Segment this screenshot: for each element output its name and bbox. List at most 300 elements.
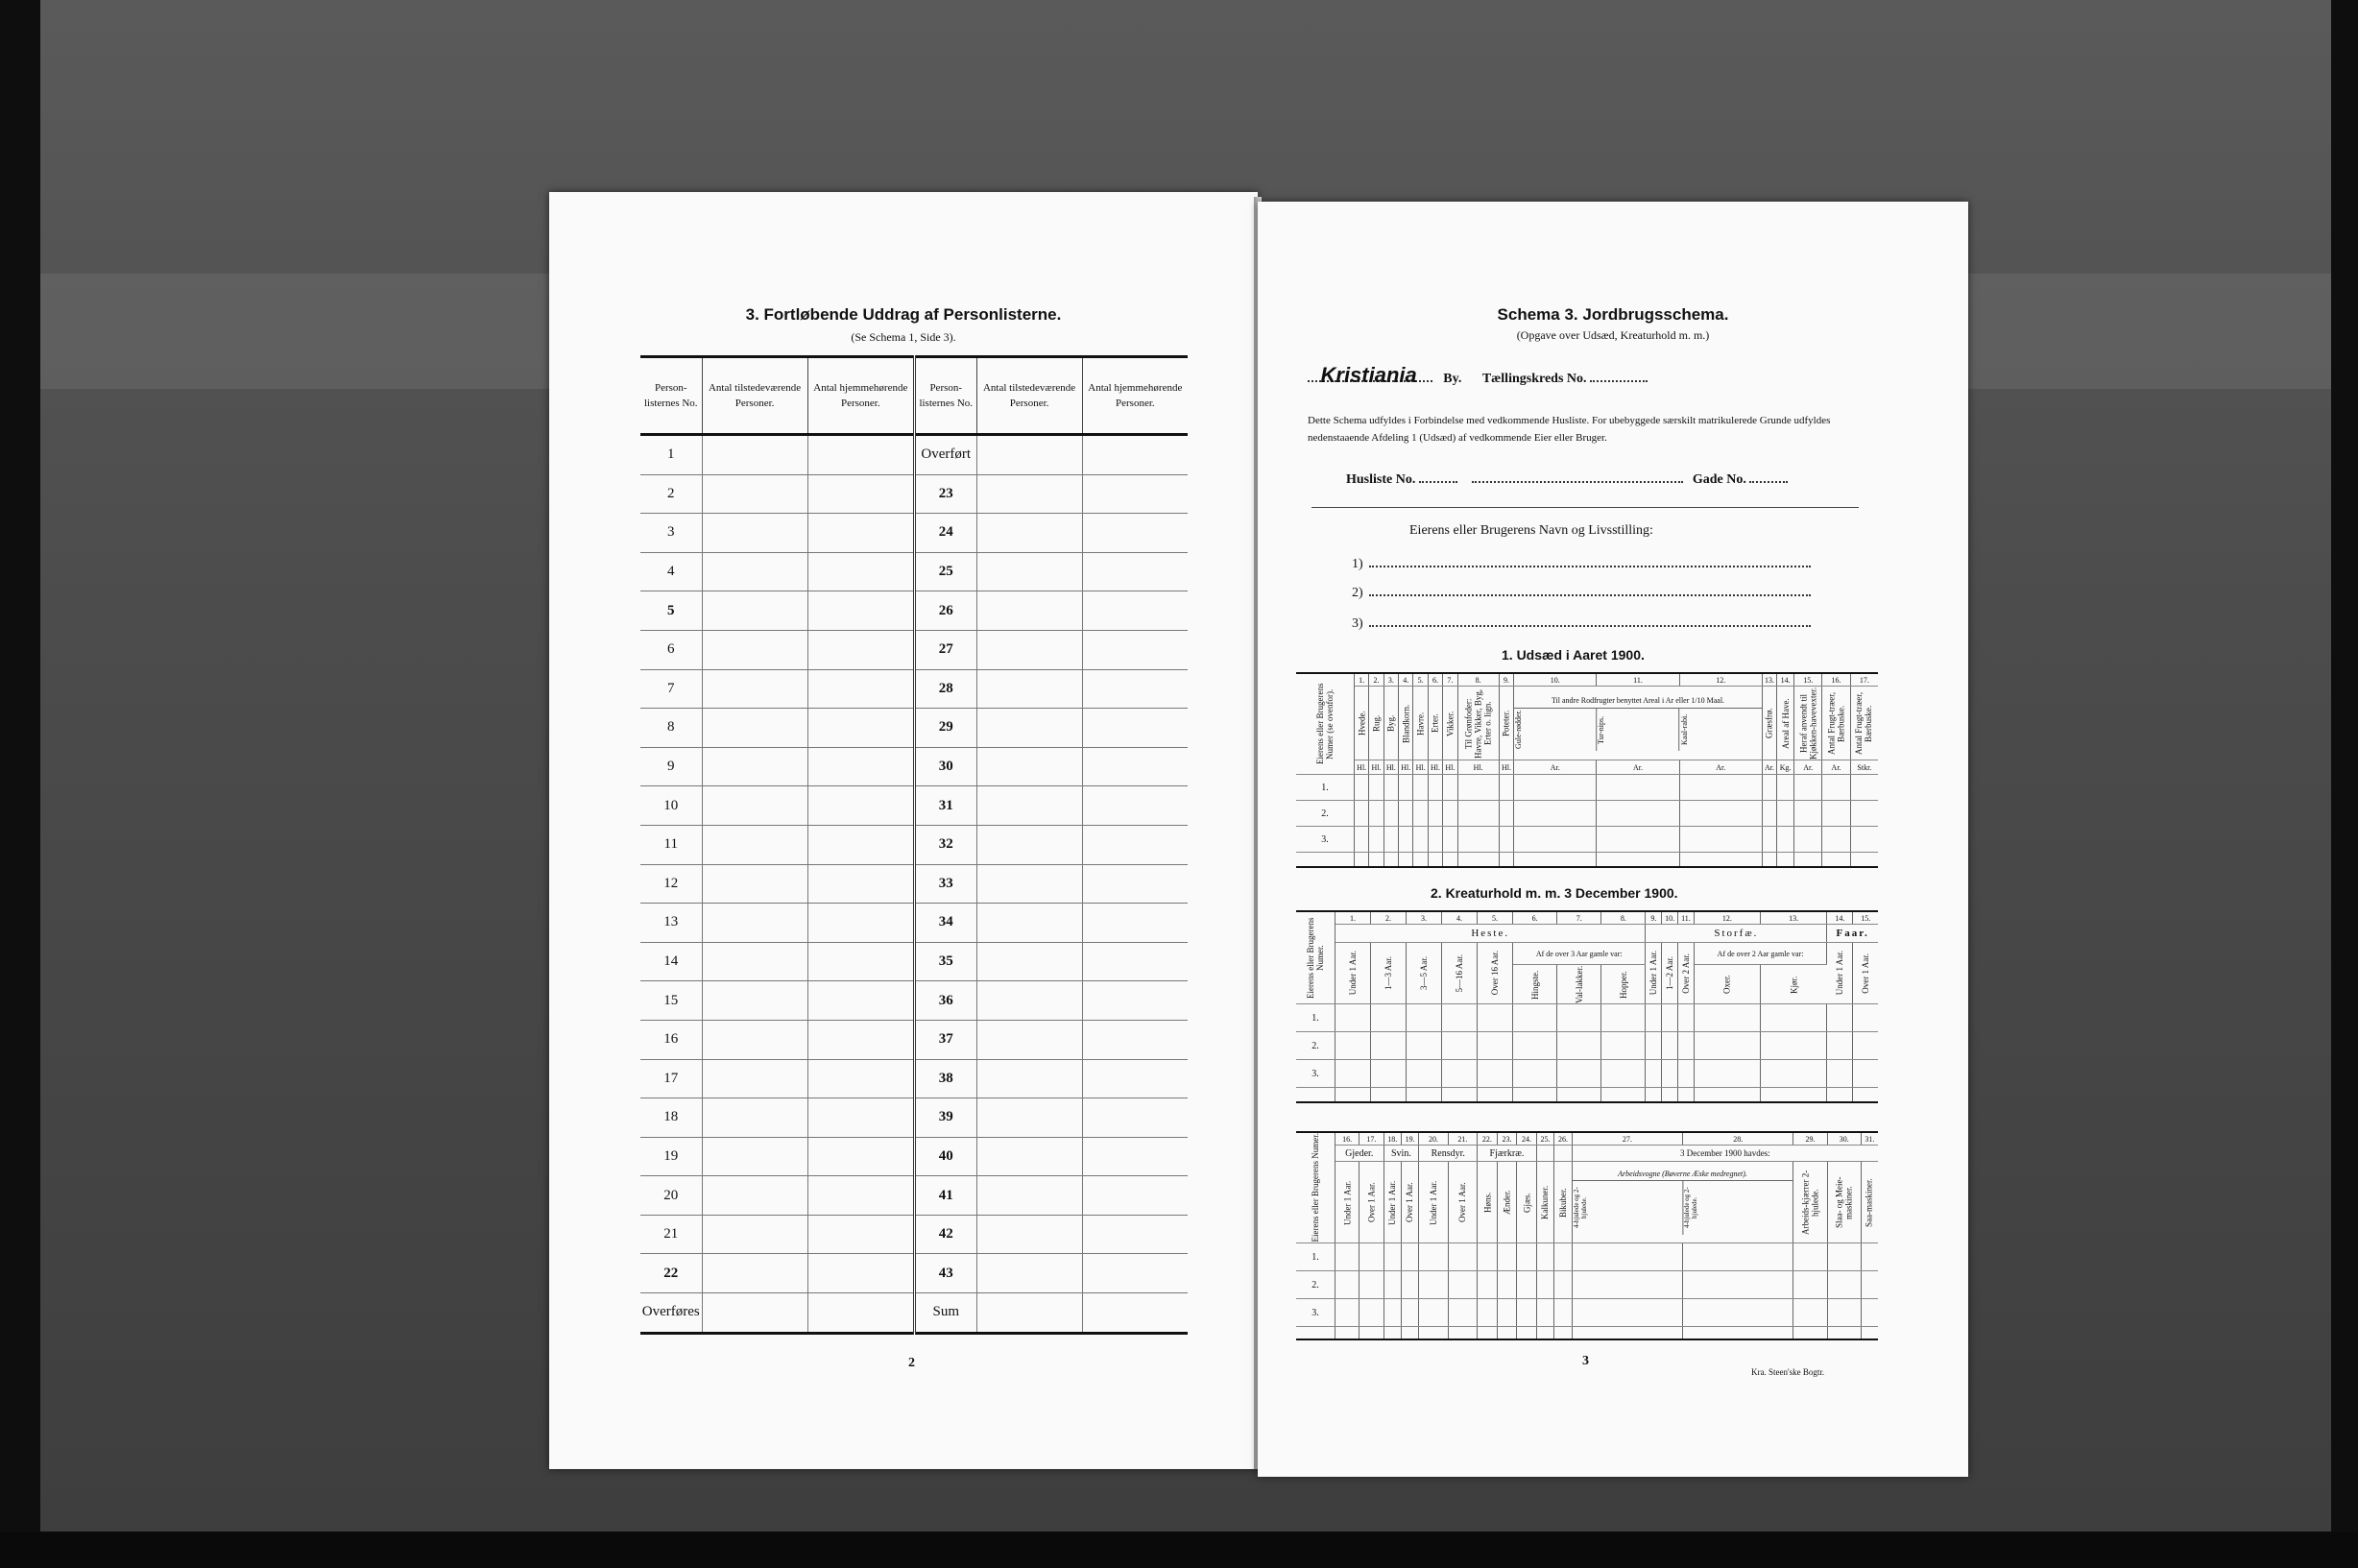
column-number: 18. xyxy=(1384,1132,1401,1146)
table-row xyxy=(640,1293,1188,1334)
column-number: 4. xyxy=(1399,673,1413,687)
subgroup-spacer xyxy=(1678,943,1695,1004)
person-no-right: 42 xyxy=(914,1215,976,1254)
kreds-label: Tællingskreds No. xyxy=(1481,372,1587,386)
person-no-right: 31 xyxy=(914,786,976,826)
resident-cell xyxy=(807,1020,914,1059)
column-label: Poteter. xyxy=(1499,687,1513,760)
present-cell xyxy=(976,1098,1082,1138)
entry-cell xyxy=(1597,775,1679,801)
column-number: 2. xyxy=(1369,673,1384,687)
entry-cell xyxy=(1827,1060,1853,1088)
present-cell xyxy=(702,474,807,514)
entry-cell xyxy=(1777,775,1794,801)
entry-cell xyxy=(1827,1299,1861,1327)
column-label: Over 1 Aar. xyxy=(1401,1162,1418,1243)
resident-cell xyxy=(1082,1059,1188,1098)
spacer-cell xyxy=(1678,1088,1695,1103)
entry-cell xyxy=(1355,827,1369,853)
entry-cell xyxy=(1678,1032,1695,1060)
entry-cell xyxy=(1448,1299,1477,1327)
entry-cell xyxy=(1850,801,1878,827)
entry-cell xyxy=(1662,1032,1678,1060)
entry-cell xyxy=(1448,1243,1477,1271)
resident-cell xyxy=(1082,669,1188,709)
spacer-cell xyxy=(1793,1327,1827,1340)
column-label: Over 1 Aar. xyxy=(1448,1162,1477,1243)
unit-cell: Hl. xyxy=(1384,760,1398,775)
present-cell xyxy=(702,1098,807,1138)
livestock-table xyxy=(1296,910,1878,1103)
header-resident-2: Antal hjemmehørende Personer. xyxy=(1082,357,1188,435)
person-no-left: 16 xyxy=(640,1020,702,1059)
entry-cell xyxy=(1761,1032,1827,1060)
spacer-cell xyxy=(1761,1088,1827,1103)
entry-cell xyxy=(1761,1060,1827,1088)
resident-cell xyxy=(1082,1215,1188,1254)
entry-cell xyxy=(1359,1299,1384,1327)
spacer-cell xyxy=(1296,1327,1335,1340)
table-row xyxy=(640,1059,1188,1098)
spacer-cell xyxy=(1827,1327,1861,1340)
table-row xyxy=(640,514,1188,553)
entry-cell xyxy=(1428,801,1442,827)
person-no-left: 8 xyxy=(640,709,702,748)
right-page-subtitle: (Opgave over Udsæd, Kreaturhold m. m.) xyxy=(1516,328,1710,342)
person-no-left: 15 xyxy=(640,981,702,1021)
entry-cell xyxy=(1407,1032,1442,1060)
column-number: 14. xyxy=(1827,911,1853,925)
left-page-title: 3. Fortløbende Uddrag af Personlisterne. xyxy=(745,305,1062,324)
column-label: 1—2 Aar. xyxy=(1665,956,1675,990)
column-number: 1. xyxy=(1335,911,1371,925)
entry-cell xyxy=(1384,1243,1401,1271)
column-number: 9. xyxy=(1646,911,1662,925)
column-number: 23. xyxy=(1497,1132,1517,1146)
resident-cell xyxy=(807,1176,914,1216)
column-label: Areal af Have. xyxy=(1777,687,1794,760)
spacer-cell xyxy=(1407,1088,1442,1103)
present-cell xyxy=(702,514,807,553)
person-no-left: 6 xyxy=(640,630,702,669)
entry-cell xyxy=(1497,1243,1517,1271)
entry-cell xyxy=(1536,1271,1553,1299)
column-label: Bikuber. xyxy=(1554,1162,1572,1243)
column-number-row xyxy=(1296,911,1878,925)
entry-cell xyxy=(1419,1271,1448,1299)
resident-cell xyxy=(1082,435,1188,475)
column-label: Kjør. xyxy=(1761,965,1827,1004)
resident-cell xyxy=(807,630,914,669)
resident-cell xyxy=(1082,942,1188,981)
resident-cell xyxy=(1082,786,1188,826)
table-row xyxy=(640,864,1188,904)
column-label: Over 1 Aar. xyxy=(1359,1162,1384,1243)
present-cell xyxy=(976,1137,1082,1176)
group-row xyxy=(1296,1146,1878,1162)
entry-cell xyxy=(1646,1032,1662,1060)
header-present-1: Antal tilstedeværende Personer. xyxy=(702,357,807,435)
entry-cell xyxy=(1861,1243,1878,1271)
entry-cell xyxy=(1335,1271,1359,1299)
resident-cell xyxy=(807,1293,914,1334)
resident-cell xyxy=(807,1137,914,1176)
spacer-cell xyxy=(1513,1088,1557,1103)
spacer-cell xyxy=(1679,853,1762,868)
entry-cell xyxy=(1413,775,1428,801)
entry-cell xyxy=(1597,801,1679,827)
owner-line-3-label: 3) xyxy=(1352,616,1363,631)
group-horses: Heste. xyxy=(1335,925,1646,943)
column-number: 6. xyxy=(1428,673,1442,687)
entry-cell xyxy=(1601,1004,1646,1032)
group-reindeer: Rensdyr. xyxy=(1419,1146,1478,1162)
root-crops-group xyxy=(1514,687,1763,760)
sowing-table xyxy=(1296,672,1878,868)
entry-cell xyxy=(1679,775,1762,801)
person-no-left: 22 xyxy=(640,1254,702,1293)
entry-cell xyxy=(1827,1004,1853,1032)
group-goats: Gjeder. xyxy=(1335,1146,1384,1162)
column-number: 22. xyxy=(1478,1132,1498,1146)
person-no-right: 27 xyxy=(914,630,976,669)
entry-cell xyxy=(1517,1299,1537,1327)
entry-cell xyxy=(1371,1032,1407,1060)
entry-cell xyxy=(1777,801,1794,827)
column-label: Slaa- og Meie-maskiner. xyxy=(1827,1162,1861,1243)
entry-cell xyxy=(1514,801,1597,827)
root-crops-group-label: Til andre Rodfrugter benyttet Areal i Ar eller 1/10 Maal. xyxy=(1514,695,1762,709)
city-handwritten: Kristiania xyxy=(1320,363,1417,387)
table-row xyxy=(640,1215,1188,1254)
person-no-right: 23 xyxy=(914,474,976,514)
column-label: 3—5 Aar. xyxy=(1419,956,1429,990)
column-number: 13. xyxy=(1761,911,1827,925)
spacer-cell xyxy=(1457,853,1499,868)
entry-cell xyxy=(1359,1271,1384,1299)
right-page xyxy=(1258,202,1968,1477)
entry-cell xyxy=(1384,775,1398,801)
person-no-left: 14 xyxy=(640,942,702,981)
entry-cell xyxy=(1557,1060,1601,1088)
column-number: 7. xyxy=(1557,911,1601,925)
entry-cell xyxy=(1793,1271,1827,1299)
entry-cell xyxy=(1443,801,1457,827)
column-label-row xyxy=(1296,687,1878,760)
present-cell xyxy=(976,786,1082,826)
present-cell xyxy=(702,825,807,864)
person-no-left: 5 xyxy=(640,591,702,631)
resident-cell xyxy=(807,942,914,981)
column-number: 16. xyxy=(1335,1132,1359,1146)
column-number: 10. xyxy=(1662,911,1678,925)
entry-cell xyxy=(1683,1299,1793,1327)
table-row xyxy=(1296,775,1878,801)
column-number: 25. xyxy=(1536,1132,1553,1146)
column-label: Græsfrø. xyxy=(1762,687,1776,760)
entry-cell xyxy=(1557,1032,1601,1060)
spacer-cell xyxy=(1514,853,1597,868)
spacer-cell xyxy=(1442,1088,1478,1103)
unit-cell: Hl. xyxy=(1428,760,1442,775)
spacer-row xyxy=(1296,853,1878,868)
subgroup-spacer xyxy=(1478,943,1513,1004)
table-row xyxy=(640,709,1188,748)
column-label: Antal Frugt-træer, Bærbuske. xyxy=(1822,687,1850,760)
entry-cell xyxy=(1678,1060,1695,1088)
table-row xyxy=(640,552,1188,591)
subgroup-spacer xyxy=(1853,943,1878,1004)
gade-label: Gade No. xyxy=(1692,472,1746,487)
entry-cell xyxy=(1679,801,1762,827)
present-cell xyxy=(976,669,1082,709)
entry-cell xyxy=(1694,1032,1760,1060)
entry-cell xyxy=(1335,1299,1359,1327)
person-no-left: 12 xyxy=(640,864,702,904)
person-no-left: Overføres xyxy=(640,1293,702,1334)
column-label: Hopper. xyxy=(1601,965,1646,1004)
row-head-label: Eierens eller Brugerens Numer. xyxy=(1311,1133,1320,1242)
column-number: 14. xyxy=(1777,673,1794,687)
column-label: Oxer. xyxy=(1694,965,1760,1004)
separator-line xyxy=(1311,507,1859,508)
person-no-right: 26 xyxy=(914,591,976,631)
entry-cell xyxy=(1517,1271,1537,1299)
column-number: 4. xyxy=(1442,911,1478,925)
entry-cell xyxy=(1448,1271,1477,1299)
spacer-cell xyxy=(1355,853,1369,868)
person-no-right: Overført xyxy=(914,435,976,475)
resident-cell xyxy=(807,904,914,943)
resident-cell xyxy=(1082,981,1188,1021)
column-label: Saa-maskiner. xyxy=(1861,1162,1878,1243)
person-no-left: 10 xyxy=(640,786,702,826)
present-cell xyxy=(702,942,807,981)
entry-cell xyxy=(1355,775,1369,801)
table-row xyxy=(640,630,1188,669)
entry-cell xyxy=(1513,1004,1557,1032)
entry-cell xyxy=(1861,1299,1878,1327)
unit-cell: Kg. xyxy=(1777,760,1794,775)
entry-cell xyxy=(1683,1271,1793,1299)
entry-cell xyxy=(1428,775,1442,801)
present-cell xyxy=(976,630,1082,669)
resident-cell xyxy=(807,1098,914,1138)
table-row xyxy=(640,1098,1188,1138)
spacer-cell xyxy=(1413,853,1428,868)
subgroup-horses-over-3: Af de over 3 Aar gamle var: xyxy=(1513,943,1646,965)
header-resident-1: Antal hjemmehørende Personer. xyxy=(807,357,914,435)
resident-cell xyxy=(1082,747,1188,786)
column-label: Under 1 Aar. xyxy=(1835,951,1845,996)
present-cell xyxy=(702,1215,807,1254)
subgroup-cattle-over-2: Af de over 2 Aar gamle var: xyxy=(1694,943,1826,965)
city-line xyxy=(1308,363,1648,388)
present-cell xyxy=(702,1020,807,1059)
column-number: 20. xyxy=(1419,1132,1448,1146)
person-no-left: 13 xyxy=(640,904,702,943)
entry-cell xyxy=(1442,1032,1478,1060)
row-head-label: Eierens eller Brugerens Numer. xyxy=(1306,917,1325,999)
person-no-left: 1 xyxy=(640,435,702,475)
entry-cell xyxy=(1384,1271,1401,1299)
group-equipment: 3 December 1900 havdes: xyxy=(1572,1146,1878,1162)
entry-cell xyxy=(1371,1060,1407,1088)
person-no-right: 43 xyxy=(914,1254,976,1293)
row-number: 2. xyxy=(1296,1032,1335,1060)
spacer-cell xyxy=(1335,1088,1371,1103)
column-number: 30. xyxy=(1827,1132,1861,1146)
spacer-cell xyxy=(1359,1327,1384,1340)
spacer-cell xyxy=(1296,853,1355,868)
entry-cell xyxy=(1478,1060,1513,1088)
entry-cell xyxy=(1335,1060,1371,1088)
spacer-cell xyxy=(1497,1327,1517,1340)
spacer-cell xyxy=(1762,853,1776,868)
header-present-2: Antal tilstedeværende Personer. xyxy=(976,357,1082,435)
unit-cell: Hl. xyxy=(1499,760,1513,775)
unit-cell: Ar. xyxy=(1822,760,1850,775)
spacer-cell xyxy=(1662,1088,1678,1103)
table-row xyxy=(640,435,1188,475)
column-number: 16. xyxy=(1822,673,1850,687)
table-row xyxy=(640,786,1188,826)
entry-cell xyxy=(1794,775,1822,801)
table-row xyxy=(640,981,1188,1021)
column-number: 11. xyxy=(1597,673,1679,687)
person-no-left: 21 xyxy=(640,1215,702,1254)
person-no-left: 7 xyxy=(640,669,702,709)
person-no-right: 30 xyxy=(914,747,976,786)
row-head xyxy=(1296,1132,1335,1243)
header-person-no-2: Person-listernes No. xyxy=(914,357,976,435)
unit-cell: Ar. xyxy=(1794,760,1822,775)
entry-cell xyxy=(1457,827,1499,853)
spacer-cell xyxy=(1853,1088,1878,1103)
column-number: 7. xyxy=(1443,673,1457,687)
row-number: 2. xyxy=(1296,801,1355,827)
column-number: 3. xyxy=(1384,673,1398,687)
resident-cell xyxy=(1082,514,1188,553)
entry-cell xyxy=(1407,1004,1442,1032)
column-number: 17. xyxy=(1850,673,1878,687)
column-label: Kaal-rabi. xyxy=(1679,713,1689,745)
column-number: 15. xyxy=(1853,911,1878,925)
entry-cell xyxy=(1369,827,1384,853)
present-cell xyxy=(702,864,807,904)
person-no-right: 32 xyxy=(914,825,976,864)
spacer-cell xyxy=(1448,1327,1477,1340)
entry-cell xyxy=(1822,827,1850,853)
entry-cell xyxy=(1399,775,1413,801)
spacer-cell xyxy=(1794,853,1822,868)
entry-cell xyxy=(1419,1299,1448,1327)
column-label: Blandkorn. xyxy=(1399,687,1413,760)
row-number: 3. xyxy=(1296,1060,1335,1088)
resident-cell xyxy=(1082,904,1188,943)
owner-line-3 xyxy=(1352,616,1811,632)
entry-cell xyxy=(1678,1004,1695,1032)
entry-cell xyxy=(1601,1060,1646,1088)
unit-cell: Hl. xyxy=(1443,760,1457,775)
person-no-left: 2 xyxy=(640,474,702,514)
table-row xyxy=(1296,1004,1878,1032)
entry-cell xyxy=(1499,827,1513,853)
entry-cell xyxy=(1762,801,1776,827)
entry-cell xyxy=(1369,801,1384,827)
row-number: 3. xyxy=(1296,827,1355,853)
column-label: Under 1 Aar. xyxy=(1648,951,1659,996)
table-row xyxy=(640,1176,1188,1216)
entry-cell xyxy=(1442,1060,1478,1088)
column-number: 26. xyxy=(1554,1132,1572,1146)
column-number: 8. xyxy=(1601,911,1646,925)
spacer-cell xyxy=(1536,1327,1553,1340)
column-number: 17. xyxy=(1359,1132,1384,1146)
entry-cell xyxy=(1401,1243,1418,1271)
entry-cell xyxy=(1335,1004,1371,1032)
entry-cell xyxy=(1822,801,1850,827)
entry-cell xyxy=(1793,1243,1827,1271)
unit-cell: Ar. xyxy=(1597,760,1679,775)
present-cell xyxy=(976,981,1082,1021)
resident-cell xyxy=(807,825,914,864)
entry-cell xyxy=(1679,827,1762,853)
entry-cell xyxy=(1536,1299,1553,1327)
resident-cell xyxy=(1082,552,1188,591)
column-label: 4-hjulede og 2-hjulede. xyxy=(1573,1181,1683,1235)
column-label: 1—3 Aar. xyxy=(1384,956,1393,990)
spacer-cell xyxy=(1384,1327,1401,1340)
section1-title: 1. Udsæd i Aaret 1900. xyxy=(1502,647,1645,663)
subgroup-spacer xyxy=(1442,943,1478,1004)
film-edge-bottom xyxy=(0,1532,2358,1568)
husliste-line xyxy=(1346,472,1788,488)
section2-title: 2. Kreaturhold m. m. 3 December 1900. xyxy=(1431,885,1678,901)
resident-cell xyxy=(1082,825,1188,864)
entry-cell xyxy=(1853,1004,1878,1032)
table-row xyxy=(640,1020,1188,1059)
wagons-subcols xyxy=(1573,1181,1793,1235)
table-row xyxy=(640,825,1188,864)
column-label: Heraf anvendt til Kjøkken-havevexter. xyxy=(1794,687,1822,760)
table-row xyxy=(640,591,1188,631)
group-pigs: Svin. xyxy=(1384,1146,1419,1162)
present-cell xyxy=(976,1215,1082,1254)
entry-cell xyxy=(1662,1004,1678,1032)
present-cell xyxy=(702,1293,807,1334)
table-row xyxy=(1296,1243,1878,1271)
column-number-row xyxy=(1296,1132,1878,1146)
column-label: Havre. xyxy=(1413,687,1428,760)
entry-cell xyxy=(1572,1243,1682,1271)
group-poultry: Fjærkræ. xyxy=(1478,1146,1537,1162)
column-label: Erter. xyxy=(1428,687,1442,760)
table-row xyxy=(1296,1032,1878,1060)
table-row xyxy=(640,904,1188,943)
present-cell xyxy=(702,981,807,1021)
present-cell xyxy=(976,552,1082,591)
table-row xyxy=(1296,1299,1878,1327)
entry-cell xyxy=(1499,801,1513,827)
person-no-right: 28 xyxy=(914,669,976,709)
column-number: 10. xyxy=(1514,673,1597,687)
printer-mark: Kra. Steen'ske Bogtr. xyxy=(1751,1367,1825,1377)
column-label: Under 1 Aar. xyxy=(1419,1162,1448,1243)
resident-cell xyxy=(807,1059,914,1098)
resident-cell xyxy=(1082,1293,1188,1334)
subgroup-spacer xyxy=(1662,943,1678,1004)
